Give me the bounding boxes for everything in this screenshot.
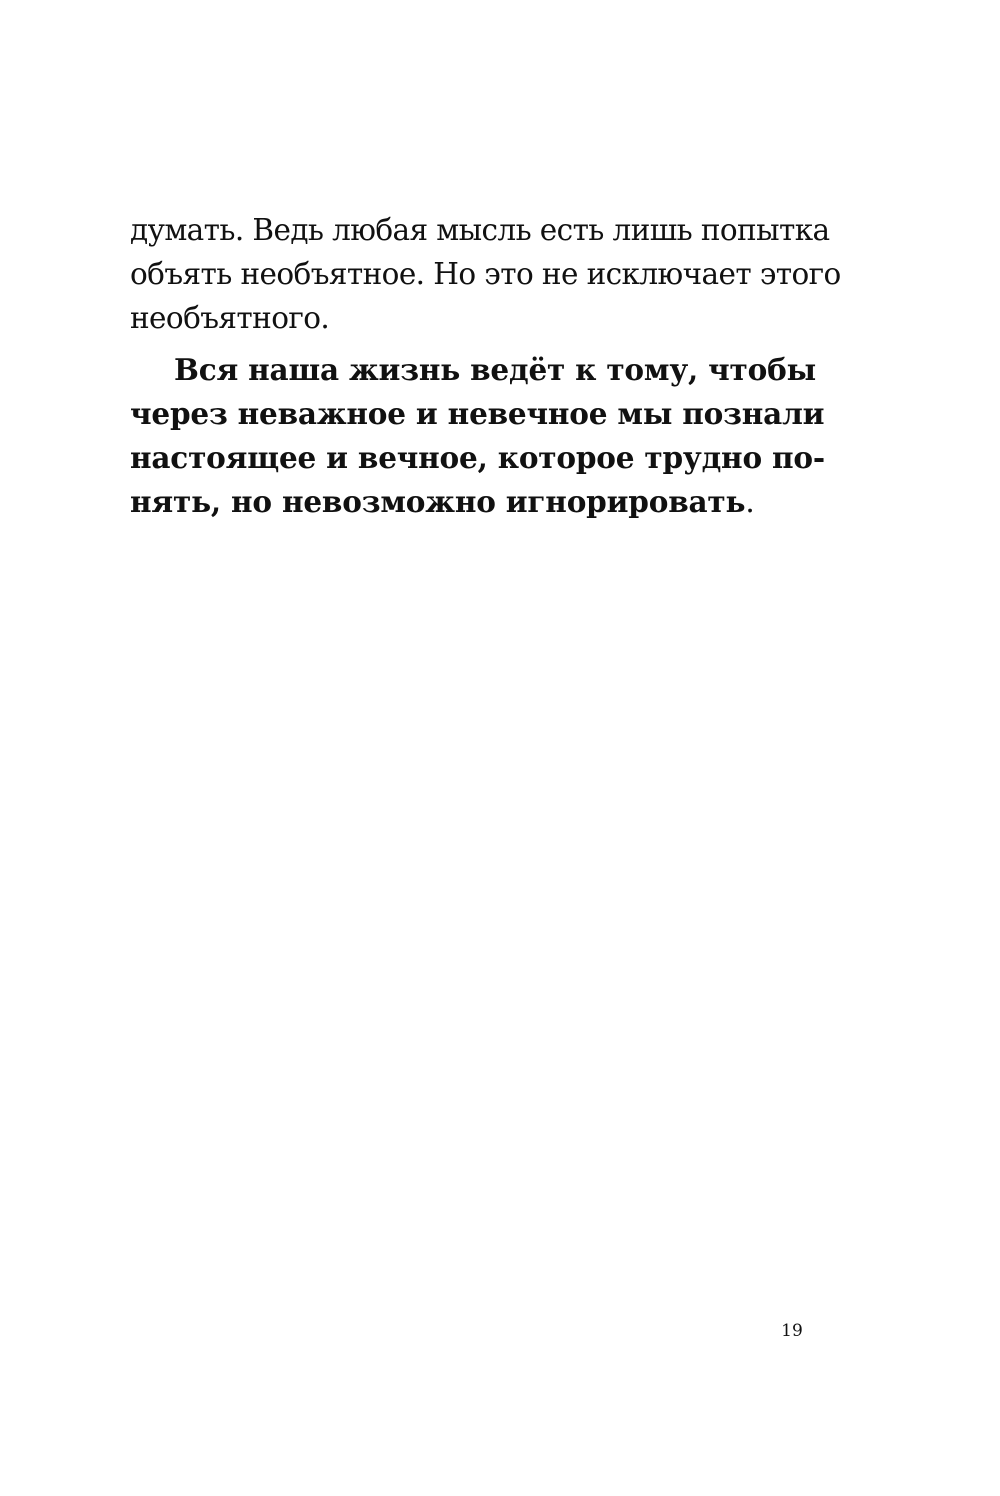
- page-number: 19: [781, 1321, 803, 1341]
- text-line: Вся наша жизнь ведёт к тому, чтобы: [174, 352, 816, 387]
- text-line: необъятного.: [130, 301, 330, 335]
- text-line-last: [130, 480, 810, 524]
- text-line: настоящее и вечное, которое трудно по-: [130, 440, 825, 475]
- text-line: думать. Ведь любая мысль есть лишь попытка: [130, 213, 830, 247]
- text-line-content: нять, но невозможно игнорировать: [130, 484, 746, 519]
- paragraph-regular: [130, 208, 841, 340]
- trailing-period: .: [745, 485, 755, 519]
- text-line: объять необъятное. Но это не исключает этого: [130, 257, 841, 291]
- text-line: через неважное и невечное мы познали: [130, 396, 825, 431]
- page-text: [130, 208, 841, 524]
- paragraph-bold: [130, 348, 825, 524]
